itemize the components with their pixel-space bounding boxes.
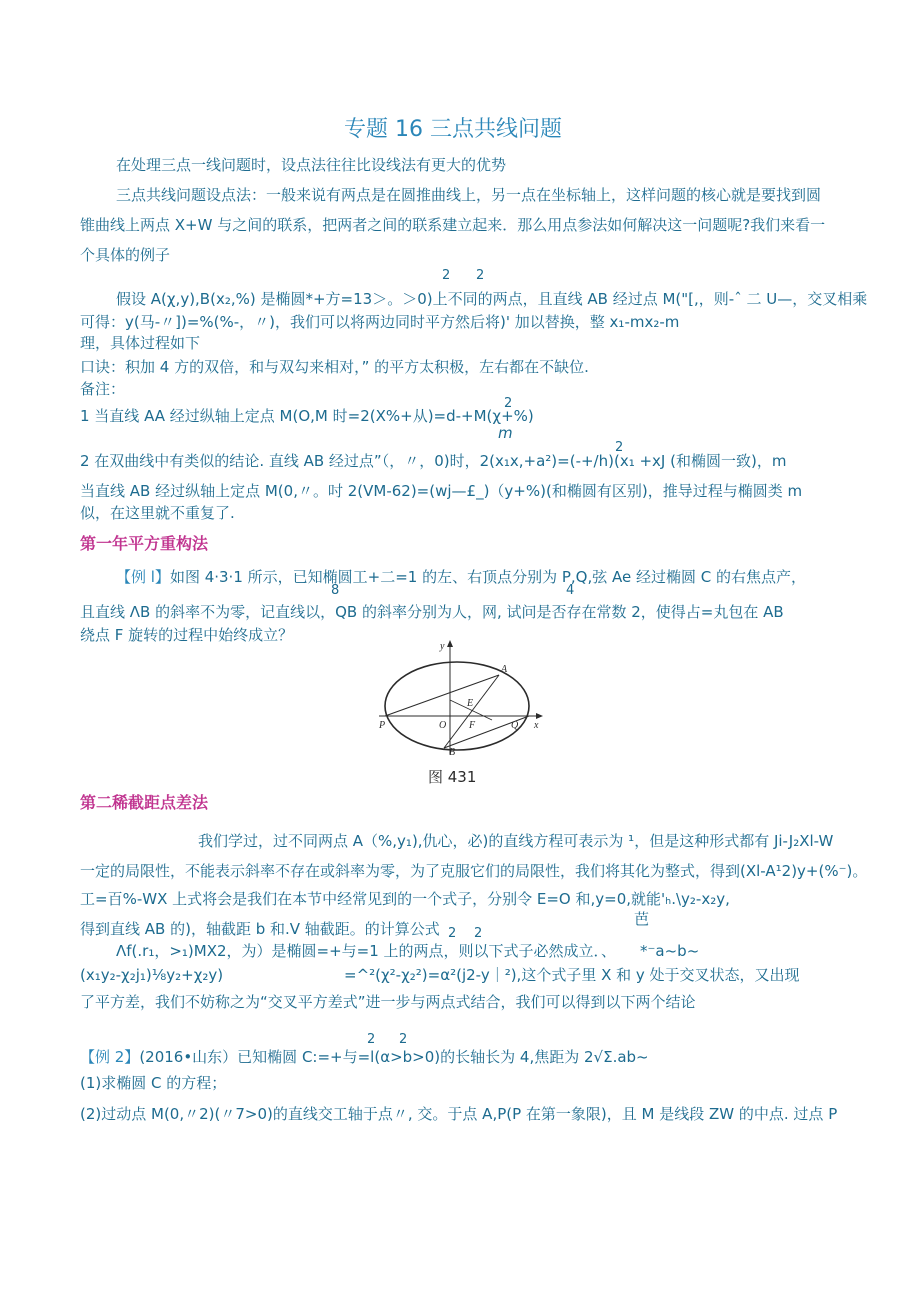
body-line: (x₁y₂-χ₂j₁)⅛y₂+χ₂y) — [80, 966, 224, 984]
note-line: 当直线 AB 经过纵轴上定点 M(0,〃。吋 2(VM-62)=(wj—£_)（y+%)(和椭圆有区别)，推导过程与椭圆类 m — [80, 482, 803, 500]
note-line: 似，在这里就不重复了. — [80, 504, 235, 522]
body-line: 得到直线 AB 的)，轴截距 b 和.V 轴截距。的计算公式 — [80, 920, 440, 938]
superscript-mark: 2 — [399, 1032, 408, 1047]
superscript-mark: 2 — [615, 440, 624, 455]
note-variable: m — [498, 424, 513, 442]
figure-caption: 图 431 — [428, 768, 477, 786]
example-text: (2)过动点 M(0,〃2)(〃7>0)的直线交工轴于点〃, 交。于点 A,P(P 在第一象限)，且 M 是线段 ZW 的中点. 过点 P — [80, 1105, 838, 1123]
example-tag: 【例 l】 — [116, 568, 170, 586]
line-PA — [385, 675, 499, 716]
label-E: E — [467, 698, 474, 709]
remark-label: 备注： — [80, 380, 126, 398]
example-text: (2016•山东）已知椭圆 C:=+与=l(α>b>0)的长轴长为 4,焦距为 2√Σ.ab~ — [139, 1048, 649, 1066]
section-heading: 第一年平方重构法 — [80, 534, 209, 553]
ellipse-curve — [385, 662, 529, 750]
setup-line: 可得：y(马-〃])=%(%-，〃)，我们可以将两边同时平方然后将)' 加以替换，整 x₁-mx₂-m — [80, 313, 680, 331]
body-line: Λf(.r₁，>₁)MX2，为）是椭圆=+与=1 上的两点，则以下式子必然成立．、 — [116, 942, 617, 960]
superscript-mark: 2 — [476, 268, 485, 283]
label-P: P — [379, 720, 386, 731]
superscript-mark: 2 — [367, 1032, 376, 1047]
chord-AB — [444, 675, 499, 748]
intro-line: 在处理三点一线问题时，设点法往往比设线法有更大的优势 — [116, 156, 507, 174]
ellipse-figure — [377, 638, 547, 756]
superscript-mark: 2 — [504, 396, 513, 411]
mnemonic-line: 口诀：积加 4 方的双倍，和与双勾来相对，” 的平方太积极，左右都在不缺位. — [80, 358, 589, 376]
example-text: (1)求椭圆 C 的方程； — [80, 1074, 227, 1092]
label-F: F — [469, 720, 476, 731]
intro-line: 三点共线问题设点法：一般来说有两点是在圆推曲线上，另一点在坐标轴上，这样问题的核心就是要找到圆 — [116, 186, 822, 204]
note-line: 2 在双曲线中有类似的结论. 直线 AB 经过点”（，〃，0)时，2(x₁x,+a²)=(-+/h)(x₁ +xJ (和椭圆一致)，m — [80, 452, 787, 470]
body-line: 工=百%-WX 上式将会是我们在本节中经常见到的一个式子，分别令 E=O 和,y=0,就能'ₕ.\y₂-x₂y, — [80, 890, 730, 908]
superscript-mark: 2 — [442, 268, 451, 283]
note-line: 1 当直线 AA 经过纵轴上定点 M(O,M 时=2(X%+从)=d-+M(χ+%) — [80, 407, 534, 425]
label-Q: Q — [511, 720, 519, 731]
intro-line: 锥曲线上两点 X+W 与之间的联系，把两者之间的联系建立起来．那么用点参法如何解决这一问题呢?我们来看一 — [80, 216, 826, 234]
body-fragment: *⁻a~b~ — [640, 942, 700, 960]
body-fragment: 芭 — [634, 910, 650, 928]
example-text: 且直线 ΛB 的斜率不为零，记直线以，QB 的斜率分别为人，网, 试问是否存在常数 2，使得占=丸包在 AB — [80, 603, 784, 621]
label-A: A — [501, 664, 508, 675]
body-line: 我们学过，过不同两点 A（%,y₁),仇心，必)的直线方程可表示为 ¹，但是这种形式都有 Ji-J₂Xl-W — [198, 832, 834, 850]
body-line: =^²(χ²-χ₂²)=α²(j2-y｜²),这个式子里 X 和 y 处于交叉状态，又出现 — [344, 966, 800, 984]
page-title: 专题 16 三点共线问题 — [344, 117, 562, 142]
superscript-mark: 8 — [331, 583, 340, 598]
body-line: 一定的局限性，不能表示斜率不存在或斜率为零，为了克服它们的局限性，我们将其化为整式，得到(Xl-A¹2)y+(%⁻)。 — [80, 862, 868, 880]
superscript-mark: 2 — [474, 926, 483, 941]
body-line: 了平方差，我们不妨称之为“交叉平方差式”进一步与两点式结合，我们可以得到以下两个结论 — [80, 993, 696, 1011]
section-heading: 第二稀截距点差法 — [80, 793, 209, 812]
example-text: 绕点 F 旋转的过程中始终成立？ — [80, 626, 294, 644]
label-y: y — [440, 641, 445, 652]
example-text: 如图 4·3·1 所示，已知椭圆工+二=1 的左、右顶点分别为 P,Q,弦 Ae 经过椭圆 C 的右焦点产， — [169, 568, 807, 586]
label-x: x — [534, 720, 539, 731]
label-B: B — [449, 747, 456, 756]
y-axis-arrow — [447, 640, 453, 647]
x-axis-arrow — [536, 713, 543, 719]
superscript-mark: 2 — [448, 926, 457, 941]
superscript-mark: 4 — [566, 583, 575, 598]
intro-line: 个具体的例子 — [80, 246, 171, 264]
example-tag: 【例 2】 — [80, 1048, 140, 1066]
setup-line: 假设 A(χ,y),B(x₂,%) 是椭圆*+方=13＞。＞0)上不同的两点，且直线 AB 经过点 M("[,，则-ˆ 二 U—，交叉相乘 — [116, 290, 868, 308]
setup-line: 理，具体过程如下 — [80, 334, 201, 352]
label-O: O — [439, 720, 447, 731]
